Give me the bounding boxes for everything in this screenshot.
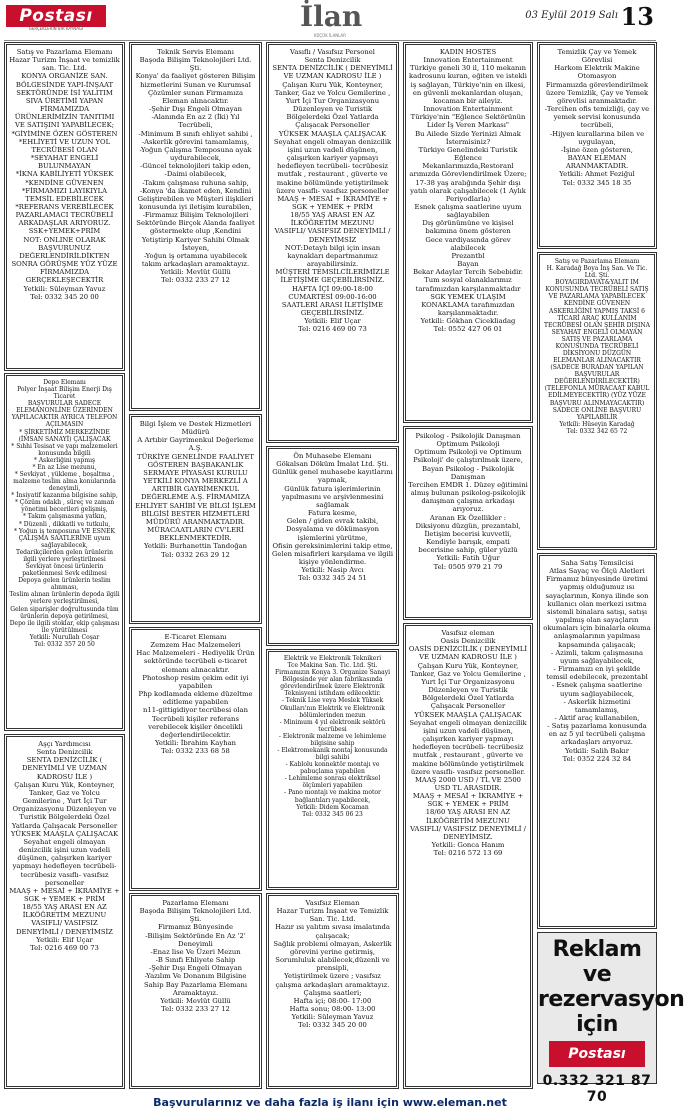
promo-phone: 0.332 321 87 70 <box>542 1073 652 1105</box>
newspaper-logo: Postası <box>6 5 106 27</box>
job-ad-on-muhasebe: Ön Muhasebe Elemanı Gökalsan Döküm İmalat Ltd. Şti. Günlük genel muhasebe kayıtlarını yapmak, Günlük fatura işlerimlerinin yapılmasını ve arşivlenmesini sağlamak Fatura kesme, Gelen / giden evrak takibi, Dosyalama ve dökümasyon işlemlerini yürütme, Ofisin gereksinimlerini takip etme, Gelen misafirleri karşılama ve ilgili kişiye yönlendirme. Yetkili: Nasip Avcı Tel: 0332 345 24 51 <box>266 446 399 646</box>
job-ad-sales-hazar: Satış ve Pazarlama Elemanı Hazar Turizm İnşaat ve temizlik san. Tic. Ltd. KONYA ORGANİZE SAN. BÖLGESİNDE YAPI-İNŞAAT SEKTÖRÜNDE İSİ YALITIM SIVA ÜRETİMİ YAPAN FİRMAMIZDA ÜRÜNLERİMİZİN TANITIMI VE SATIŞINI YAPABİLECEK; *GİYİMİNE ÖZEN GÖSTEREN *EHLİYETİ VE UZUN YOL TECRÜBESİ OLAN *SEYAHAT ENGELİ BULUNMAYAN *İKNA KABİLİYETİ YÜKSEK *KENDİNE GÜVENEN *FİRMAMIZI LAYIKIYLA TEMSİL EDEBİLECEK *REFERANS VEREBİLECEK PAZARLAMACI TECRÜBELİ ARKADAŞLAR ARIYORUZ. SSK+YEMEK+PRİM NOT: ONLINE OLARAK BAŞVURUNUZ DEĞERLENDİRİLDİKTEN SONRA GÖRÜŞME YÜZ YÜZE FİRMAMIZDA GERÇEKLEŞECEKTİR Yetkili: Süleyman Yavuz Tel: 0332 345 20 00 <box>4 42 125 371</box>
job-ad-saha-satis: Saha Satış Temsilcisi Atlas Sayaç ve Ölçü Aletleri Firmamız bünyesinde üretimi yapmış olduğumuz ısı sayaçlarının, Konya ilinde son kullanıcı olan merkezi ısıtma sistemli binalara satışı, satışı yapılmış olan sayaçların okumaları için binalarla okuma anlaşmalarının yapılması kapsamında çalışacak; - Azimli, takım çalışmasına uyum sağlayabilecek, - Firmamızı en iyi şekilde temsil edebilecek, prezentabl - Esnek çalışma saatlerine uyum sağlayabilecek, - Askerlik hizmetini tamamlamış, - Aktif araç kullanabilen, - Satış pazarlama konusunda en az 5 yıl tecrübeli çalışma arkadaşları arıyoruz. Yetkili: Salih Bakır Tel: 0352 224 32 84 <box>537 553 657 929</box>
section-subtitle: KÜÇÜK İLANLAR <box>313 33 347 38</box>
job-ad-asci-senta: Aşçı Yardımcısı Senta Denizcilik SENTA DENİZCİLİK ( DENEYİMLİ VE UZMAN KADROSU İLE ) Çalışan Kuru Yük, Konteyner, Tanker, Gaz ve Yolcu Gemilerine , Yurt İçi Tur Organizasyonu Düzenleyen ve Turistik Bölgelerdeki Özel Yatlarda Çalışacak Personeller YÜKSEK MAAŞLA ÇALIŞACAK Seyahat engeli olmayan denizcilik işini uzun vadeli düşünen, çalışırken kariyer yapmayı hedefleyen tecrübeli- tecrübesiz vasıflı- vasıfsız personeller MAAŞ + MESAİ + İKRAMİYE + SGK + YEMEK + PRİM 18/55 YAŞ ARASI EN AZ İLKÖĞRETİM MEZUNU VASIFLI/ VASIFSIZ DENEYİMLİ / DENEYİMSİZ Yetkili: Elif Uçar Tel: 0216 469 00 73 <box>4 734 125 1089</box>
job-ad-vasifsiz-hazar: Vasıfsız Eleman Hazar Turizm İnşaat ve Temizlik San. Tic. Ltd. Hazır ısı yalıtım sıvası imalatında çalışacak; Sağlık problemi olmayan, Askerlik görevini yerine getirmiş, Sorumluluk alabilecek,düzenli ve prensipli, Yetiştirilmek üzere ; vasıfsız çalışma arkadaşları aramaktayız. Çalışma saatleri; Hafta içi; 08:00- 17:00 Hafta sonu; 08:00- 13:00 Yetkili: Süleyman Yavuz Tel: 0332 345 20 00 <box>266 893 399 1089</box>
job-ad-elektrik-teknikeri: Elektrik ve Elektronik Teknikeri Tce Makina San. Tic. Ltd. Şti. Firmamızın Konya 3. Organize Sanayi Bölgesinde yer alan fabrikasında görevlendirilmek üzere Elektronik Teknisyeni istihdam edilecektir. - Teknik Lise veya Meslek Yüksek Okulları'nın Elektrik ve Elektronik bölümlerinden mezun - Minimum 4 yıl elektronik sektörü tecrübesi - Elektronik malzeme ve lehimleme bilgisine sahip - Elektromekanik montaj konusunda bilgi sahibi - Kablolu konnektör montajı ve pabuçlama yapabilen - Lehimleme sonrası elektriksel ölçümleri yapabilen - Pano montajı ve makina motor bağlantıları yapabilecek, Yetkili: Didem Kocaman Tel: 0332 345 06 23 <box>266 649 399 890</box>
header-divider <box>4 40 656 41</box>
logo-tagline: GERÇEKLERİN BİR KAYNAĞI <box>28 26 84 31</box>
promo-text: Reklam ve rezervasyon için <box>538 937 684 1037</box>
job-ad-teknik-servis: Teknik Servis Elemanı Başoda Bilişim Teknolojileri Ltd. Şti. Konya' da faaliyet gösteren Bilişim hizmetlerini Sunan ve Kurumsal Çözümler sunan Firmamıza Eleman alınacaktır. -Şehir Dışı Engeli Olmayan -Alanında En az 2 (İki) Yıl Tecrübeli, -Minimum B sınıfı ehliyet sahibi , -Askerlik görevini tamamlamış, -Yoğun Çalışma Temposuna ayak uydurabilecek, -Güncel teknolojileri takip eden, -Daimi olabilecek, -Takım çalışması ruhuna sahip, -Konya 'da ikamet eden, Kendini Geliştirebilen ve Müşteri ilişkileri konusunda iyi iletişim kurabilen, -Firmamız Bilişim Teknolojileri Sektöründe Birçok Alanda faaliyet göstermekte olup ,Kendini Yetiştirip Kariyer Sahibi Olmak İsteyen, -Yoğun iş ortamına uyabilecek takım arkadaşları aramaktayız. Yetkili: Mevlüt Güllü Tel: 0332 233 27 12 <box>129 42 262 411</box>
advertising-promo-box <box>537 932 684 1105</box>
job-ad-eticaret: E-Ticaret Elemanı Zemzem Hac Malzemeleri Hac Malzemeleri - Hediyelik Ürün sektöründe tecrübeli e-ticaret elemanı alınacaktır. Photoshop resim çekim edit iyi yapabilen Php kodlamada ekleme düzeltme editleme yapabilen n11-gittigidiyor tecrübesi olan Tecrübeli kişiler referans verebilecek kişiler öncelikli değerlendirilecektir. Yetkili: İbrahim Kayhan Tel: 0332 233 68 58 <box>129 627 262 891</box>
job-ad-pazarlama-basoda: Pazarlama Elemanı Başoda Bilişim Teknolojileri Ltd. Şti. Firmamız Bünyesinde -Bilişim Sektöründe En Az '2' Deneyimli -Enaz lise Ve Üzeri Mezun -B Sınıfı Ehliyete Sahip -Şehir Dışı Engeli Olmayan -Yazılım Ve Donanım Bilgisine Sahip Bay Pazarlama Elemanı Aramaktayız. Yetkili: Mevlüt Güllü Tel: 0332 233 27 12 <box>129 893 262 1089</box>
footer-banner: Başvurularınız ve daha fazla iş ilanı için www.eleman.net <box>153 1096 507 1109</box>
job-ad-vasifli-senta: Vasıflı / Vasıfsız Personel Senta Denizcilik SENTA DENİZCİLİK ( DENEYİMLİ VE UZMAN KADROSU İLE ) Çalışan Kuru Yük, Konteyner, Tanker, Gaz ve Yolcu Gemilerine , Yurt İçi Tur Organizasyonu Düzenleyen ve Turistik Bölgelerdeki Özel Yatlarda Çalışacak Personeller YÜKSEK MAAŞLA ÇALIŞACAK Seyahat engeli olmayan denizcilik işini uzun vadeli düşünen, çalışırken kariyer yapmayı hedefleyen tecrübeli- tecrübesiz mutfak , restaurant , güverte ve makine bölümünde yetiştirilmek üzere vasıflı- vasıfsız personeller MAAŞ + MESAİ + İKRAMİYE + SGK + YEMEK + PRİM 18/55 YAŞ ARASI EN AZ İLKÖĞRETİM MEZUNU VASIFLI/ VASIFSIZ DENEYİMLİ / DENEYİMSİZ NOT:Detaylı bilgi için insan kaynakları departmanımız arayabilirsiniz. MÜŞTERİ TEMSİLCİLERİMİZLE İLETİŞİME GEÇEBİLİRSİNİZ. HAFTA İÇİ 09:00-18:00 CUMARTESİ 09:00-16:00 SAATLERİ ARASI İLETİŞİME GEÇEBİLİRSİNİZ. Yetkili: Elif Uçar Tel: 0216 469 00 73 <box>266 42 399 443</box>
job-ad-kadin-hostes: KADIN HOSTES Innovation Entertainment Türkiye geneli 30 il, 110 mekanın kadrosunu kuran, eğiten ve istekli iş sağlayan, Türkiye'nin en ilkesi, en güvenli mekanlardan oluşan, kocaman bir aileyiz. Innovation Entertainment Türkiye'nin "Eğlence Sektörünün Lider İş Veren Markası" Bu Ailede Sizde Yerinizi Almak İstermisiniz? Türkiye Genelindeki Turistik Eğlence Mekanlarımızda,Restoranl arımızda Görevlendirilmek Üzere; 17-38 yaş aralığında Şehir dışı yatılı olarak çalışabilecek (1 Aylık Periyodlarla) Esnek çalışma saatlerine uyum sağlayabilen Dış görünümüne ve kişisel bakımına önem gösteren Gece vardiyasında görev alabilecek Prezantbl Bayan Bekar Adaylar Tercih Sebebidir. Tum sosyal olanaklarımız tarafımızdan karşılanmaktadır SGK YEMEK ULAŞIM KONAKLAMA tarafımızdan karşılanmaktadır. Yetkili: Gökhan Cicekliadag Tel: 0552 427 06 01 <box>403 42 533 423</box>
job-ad-psikolog: Psikolog - Psikolojik Danışman Optimum Psikoloji Optimum Psikoloji ve Optimum Psikoloji' de çalıştırılmak üzere, Bayan Psikolog - Psikolojik Danışman Tercihen EMDR 1. Düzey eğitimini almış bulunan psikolog-psikolojik danışman çalışma arkadaşı arıyoruz. Aranan Ek Özellikler : Diksiyonu düzgün, prezantabl, İletişim becerisi kuvvetli, Kendiyle barışık, empati becerisine sahip, güler yüzlü Yetkili: Fatih Uğur Tel: 0505 979 21 79 <box>403 426 533 620</box>
job-ad-temizlik: Temizlik Çay ve Yemek Görevlisi Harkom Elektrik Makine Otomasyon Firmamızda görevlendirilmek üzere Temizlik, Çay ve Yemek görevlisi aranmaktadır. -Tercihen ofis temizliği, çay ve yemek servisi konusunda tecrübeli, -Hijyen kurallarına bilen ve uygulayan, -İşine özen gösteren, BAYAN ELEMAN ARANMAKTADIR. Yetkili: Ahmet Feziğul Tel: 0332 345 18 35 <box>537 42 657 249</box>
job-ad-bilgi-islem: Bilgi İşlem ve Destek Hizmetleri Müdürü A Artıbir Gayrimenkul Değerleme A.Ş. TÜRKİYE GENELİNDE FAALİYET GÖSTEREN BAŞBAKANLIK SERMAYE PİYASASI KURULU YETKİLİ KONYA MERKEZLİ A ARTIBİR GAYRİMENKUL DEĞERLEME A.Ş. FİRMAMIZA EHLİYET SAHİBİ VE BİLGİ İŞLEM BİLGİSİ BESTER HİZMETLERİ MÜDÜRÜ ARANMAKTADIR. MÜRACAATLARIN CV'LERİ BEKLENMEKTEDİR. Yetkili: Burhanettin Tandoğan Tel: 0332 263 29 12 <box>129 414 262 624</box>
job-ad-sales-karadag: Satış ve Pazarlama Elemanı H. Karadağ Boya İnş San. Ve Tic. Ltd. Şti. BOYAGIRDAVAT&YALIT IM KONUSUNDA TECRÜBELİ SATIŞ VE PAZARLAMA YAPABİLECEK KENDİNE GÜVENEN ASKERLİĞİNİ YAPMIŞ TAKSİ 6 TİCARİ ARAÇ KULLANIM TECRÜBESİ OLAN ŞEHİR DIŞINA SEYAHAT ENGELİ OLMAYAN SATIŞ VE PAZARLAMA KONUSUNDA TECRÜBELİ DİKSİYONU DÜZGÜN ELEMANLAR ALINACAKTIR (SADECE BURADAN YAPILAN BAŞVURULAR DEĞERLENDİRİLECEKTİR) (TELEFONLA MÜRACAAT KABUL EDİLMEYECEKTİR) (YÜZ YÜZE BAŞVURU ALINMAYACAKTIR) SADECE ONLİNE BAŞVURU YAPILABİLİR Yetkili: Hüseyin Karadağ Tel: 0332 342 65 72 <box>537 252 657 550</box>
page-number: 13 <box>620 2 654 31</box>
job-ad-depo-polyer: Depo Elemanı Polyer İnşaat Bilişim Enerji Dış Ticaret BAŞVURULAR SADECE ELEMANONLİNE ÜZERİNDEN YAPILACAKTIR AYRICA TELEFON AÇILMASIN * ŞİRKETİMİZ MERKEZİNDE (İMSAN SANAYİ) ÇALIŞACAK * Sıhhi Tesisat ve yapı malzemeleri konusunda bilgili * Askerliğini yapmış * En az Lise mezunu, * Sevkiyat , yükleme , boşaltma , malzeme teslim alma konularında deneyimli, * İnsiyatif kazanma bilgisine sahip, * Çözüm odaklı , süreç ve zaman yönetimi becerileri gelişmiş, * Takım çalışmasına yatkın, * Düzenli , dikkatli ve tutkulu, * Yoğun iş temposuna VE ESNEK ÇALIŞMA SAATLERİNE uyum sağlayabilecek, Tedarikçilerden gelen ürünlerin ilgili yerlere yerleştirilmesi Sevkiyat öncesi ürünlerin paketlenmesi Sevk edilmesi Depoya gelen ürünlerin teslim alınması, Teslim alınan ürünlerin depoda ilgili yerlere yerleştirilmesi, Gelen siparişler doğrultusunda tüm ürünlerin depoya getirilmesi, Depo ile ilgili stoklar, ekip çalışması ile yürütülmesi Yetkili: Nurullah Coşar Tel: 0332 357 20 50 <box>4 373 125 731</box>
promo-logo: Postası <box>549 1041 645 1067</box>
issue-date: 03 Eylül 2019 Salı <box>525 10 618 21</box>
job-ad-vasifsiz-oasis: Vasıfsız eleman Oasis Denizcilik OASİS DENİZCİLİK ( DENEYİMLİ VE UZMAN KADROSU İLE ) Çalışan Kuru Yük, Konteyner, Tanker, Gaz ve Yolcu Gemilerine , Yurt İçi Tur Organizasyonu Düzenleyen ve Turistik Bölgelerdeki Özel Yatlarda Çalışacak Personeller YÜKSEK MAAŞLA ÇALIŞACAK Seyahat engeli olmayan denizcilik işini uzun vadeli düşünen, çalışırken kariyer yapmayı hedefleyen tecrübeli- tecrübesiz mutfak , restaurant , güverte ve makine bölümünde yetiştirilmek üzere vasıflı- vasıfsız personeller. MAAŞ 2000 USD / TL VE 2500 USD TL ARASIDIR. MAAŞ + MESAİ + İKRAMİYE + SGK + YEMEK + PRİM 18/60 YAŞ ARASI EN AZ İLKÖĞRETİM MEZUNU VASIFLI/ VASIFSIZ DENEYİMLİ / DENEYİMSİZ. Yetkili: Gonca Hanım Tel: 0216 572 13 69 <box>403 623 533 1089</box>
section-title: İlan <box>300 0 363 33</box>
